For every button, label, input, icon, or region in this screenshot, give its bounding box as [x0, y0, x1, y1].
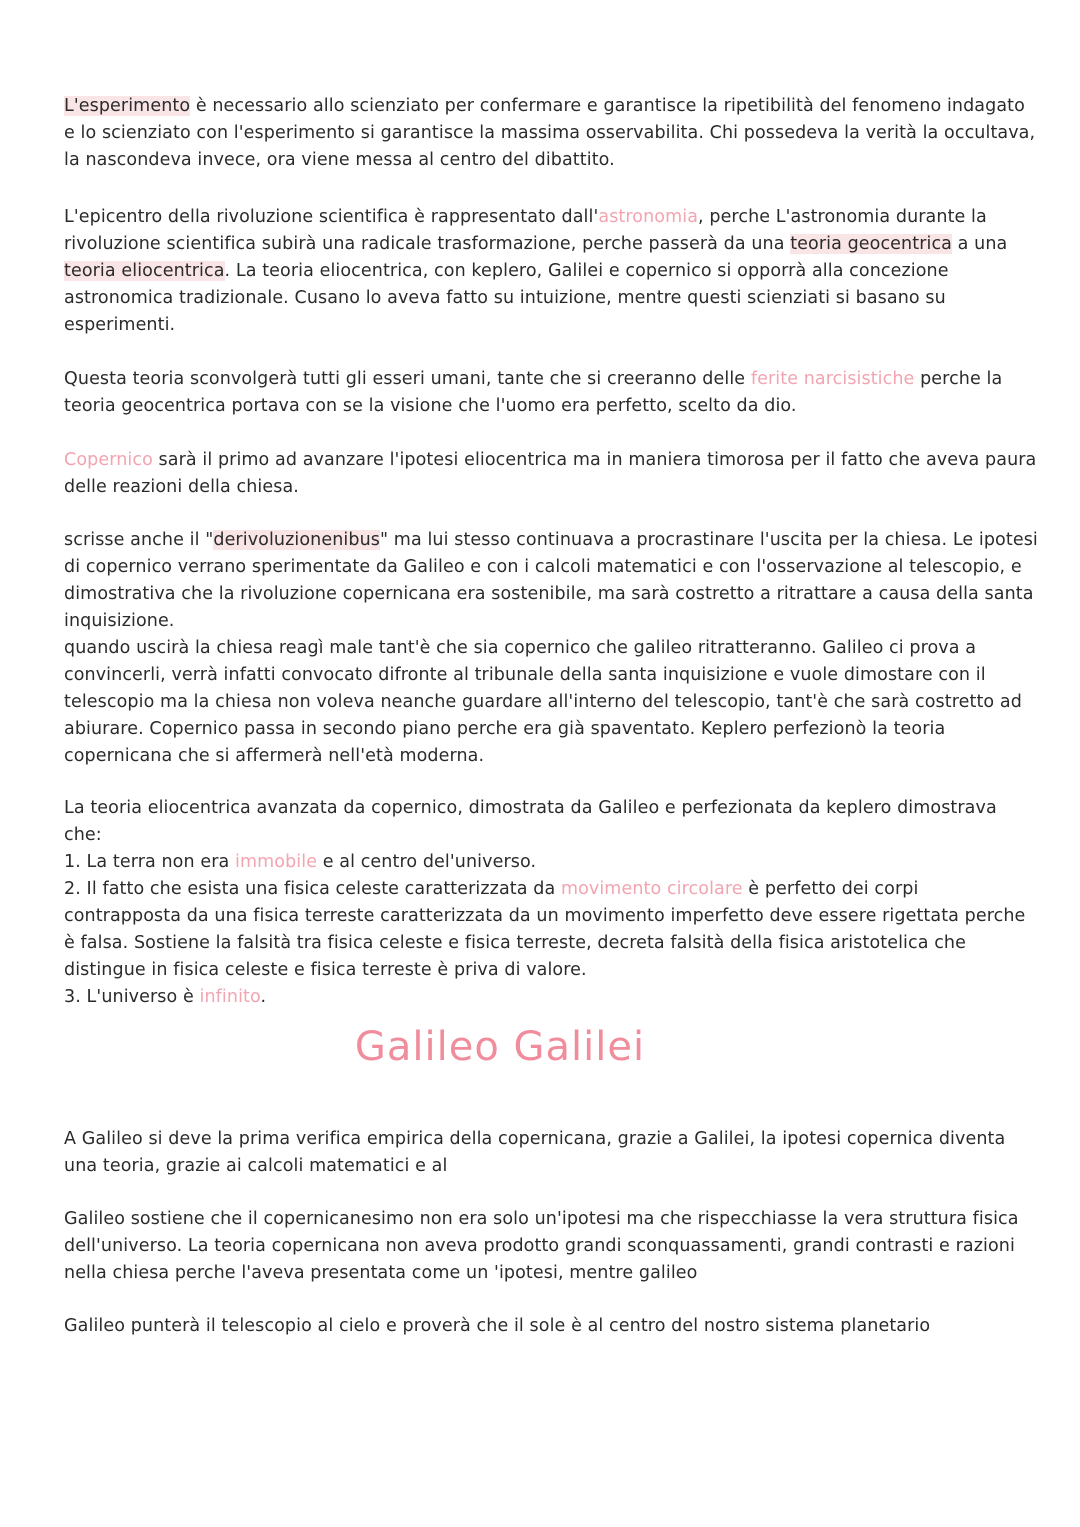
list-intro: La teoria eliocentrica avanzata da copernico, dimostrata da Galileo e perfezionata da keplero dimostrava che:: [64, 798, 997, 845]
list-item: [64, 879, 1025, 980]
paragraph-text: " ma lui stesso continuava a procrastinare l'uscita per la chiesa. Le ipotesi di copernico verrano sperimentate da Galileo e con i calcoli matematici e con l'osservazione al telescopio, e dimostrativa che la rivoluzione copernicana era sostenibile, ma sarà costretto a ritrattare a causa della santa inquisizione.: [64, 530, 1038, 631]
paragraph-text: . La teoria eliocentrica, con keplero, Galilei e copernico si opporrà alla concezione astronomica tradizionale. Cusano lo aveva fatto su intuizione, mentre questi scienziati si basano su esperimenti.: [64, 261, 949, 335]
list-item-text: 2. Il fatto che esista una fisica celeste caratterizzata da: [64, 879, 561, 899]
keyword-immobile: immobile: [235, 852, 318, 872]
list-item-text: 1. La terra non era: [64, 852, 235, 872]
paragraph-copernico: [64, 447, 1039, 501]
paragraph-verifica-empirica: A Galileo si deve la prima verifica empirica della copernicana, grazie a Galilei, la ipotesi copernica diventa una teoria, grazie ai calcoli matematici e al: [64, 1129, 1006, 1176]
paragraph-esperimento: [64, 93, 1039, 174]
highlight-esperimento: L'esperimento: [64, 96, 191, 116]
section-title: Galileo Galilei: [354, 1024, 646, 1070]
list-item: [64, 852, 536, 872]
paragraph-text: a una: [952, 234, 1008, 254]
paragraph-text: , perche L'astronomia durante la rivoluzione scientifica subirà una radicale trasformazione, perche passerà da una: [64, 207, 987, 254]
highlight-derivoluzionenibus: derivoluzionenibus: [213, 530, 380, 550]
paragraph-text: quando uscirà la chiesa reagì male tant'è che sia copernico che galileo ritratteranno. Galileo ci prova a convincerli, verrà infatti convocato difronte al tribunale della santa inquisizione e vuole dimostare con il telescopio ma la chiesa non voleva neanche guardare all'interno del telescopio, tant'è che sarà costretto ad abiurare. Copernico passa in secondo piano perche era già spaventato. Keplero perfezionò la teoria copernicana che si affermerà nell'età moderna.: [64, 638, 1022, 766]
keyword-infinito: infinito: [199, 987, 261, 1007]
paragraph-text: scrisse anche il ": [64, 530, 214, 550]
paragraph-text: sarà il primo ad avanzare l'ipotesi eliocentrica ma in maniera timorosa per il fatto che aveva paura delle reazioni della chiesa.: [64, 450, 1037, 497]
paragraph-text: perche la teoria geocentrica portava con se la visione che l'uomo era perfetto, scelto da dio.: [64, 369, 1003, 416]
paragraph-text: L'epicentro della rivoluzione scientifica è rappresentato dall': [64, 207, 599, 227]
paragraph-derivoluzionenibus: [64, 527, 1039, 770]
paragraph-teoria-eliocentrica: [64, 795, 1039, 1011]
keyword-astronomia: astronomia: [598, 207, 699, 227]
paragraph-text: è necessario allo scienziato per confermare e garantisce la ripetibilità del fenomeno indagato e lo scienziato con l'esperimento si garantisce la massima osservabilita. Chi possedeva la verità la occultava, la nascondeva invece, ora viene messa al centro del dibattito.: [64, 96, 1036, 170]
paragraph-sconvolgera: [64, 366, 1039, 420]
highlight-geocentrica: teoria geocentrica: [790, 234, 952, 254]
keyword-movimento-circolare: movimento circolare: [560, 879, 743, 899]
paragraph-epicentro: [64, 204, 1039, 339]
keyword-ferite-narcisistiche: ferite narcisistiche: [750, 369, 915, 389]
paragraph-copernicanesimo: Galileo sostiene che il copernicanesimo non era solo un'ipotesi ma che rispecchiasse la vera struttura fisica dell'universo. La teoria copernicana non aveva prodotto grandi sconquassamenti, grandi contrasti e razioni nella chiesa perche l'aveva presentata come un 'ipotesi, mentre galileo: [64, 1209, 1019, 1283]
list-item-text: 3. L'universo è: [64, 987, 200, 1007]
list-item-text: e al centro del'universo.: [317, 852, 537, 872]
list-item-text: .: [260, 987, 267, 1007]
keyword-copernico: Copernico: [64, 450, 153, 470]
highlight-eliocentrica: teoria eliocentrica: [64, 261, 225, 281]
list-item: [64, 987, 266, 1007]
paragraph-telescopio: Galileo punterà il telescopio al cielo e proverà che il sole è al centro del nostro sistema planetario: [64, 1316, 931, 1336]
paragraph-text: Questa teoria sconvolgerà tutti gli esseri umani, tante che si creeranno delle: [64, 369, 751, 389]
list-item-text: è perfetto dei corpi contrapposta da una fisica terreste caratterizzata da un movimento imperfetto deve essere rigettata perche è falsa. Sostiene la falsità tra fisica celeste e fisica terreste, decreta falsità della fisica aristotelica che distingue in fisica celeste e fisica terreste è priva di valore.: [64, 879, 1026, 980]
